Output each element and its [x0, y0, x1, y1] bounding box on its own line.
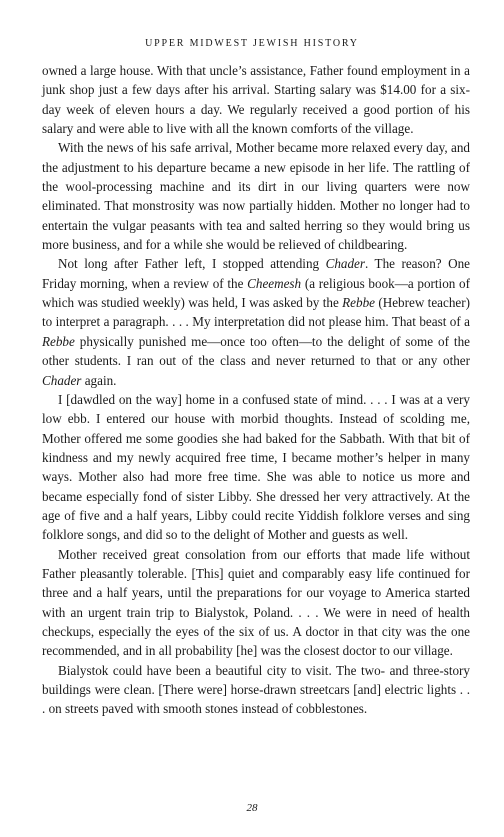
page-number: 28 [246, 802, 258, 814]
italic-term: Rebbe [342, 295, 375, 311]
italic-term: Cheemesh [247, 275, 302, 291]
paragraph-4 [42, 390, 470, 545]
paragraph-text: owned a large house. With that uncle’s assistance, Father found employment in a junk shop just a few days after his arrival. Starting salary was $14.00 for a six-day week of eleven hours a day. We regularly received a good portion of his salary and were able to live with all the known comforts of the village. [42, 63, 470, 137]
paragraph-2 [42, 138, 470, 254]
italic-term: Chader [325, 256, 366, 272]
paragraph-text: With the news of his safe arrival, Mother became more relaxed every day, and the adjustment to his departure became a new episode in her life. The rattling of the wool-processing machine and its dirt in our living quarters were now eliminated. That monstrosity was now partially hidden. Mother no longer had to entertain the vulgar peasants with tea and salted herring so they would bring us more business, and for a while she would be relieved of childbearing. [42, 140, 470, 253]
paragraph-5 [42, 545, 470, 661]
paragraph-text: again. [81, 372, 117, 388]
paragraph-text: Mother received great consolation from our efforts that made life without Father pleasantly tolerable. [This] quiet and comparably easy life continued for three and a half years, until the preparations for our voyage to America started with an urgent train trip to Bialystok, Poland. . . . We were in need of health checkups, especially the eyes of the six of us. A doctor in that city was the one recommended, and in all probability [he] was the closest doctor to our village. [42, 546, 470, 659]
paragraph-text: physically punished me—once too often—to the delight of some of the other students. I ran out of the class and never returned to that or any other [42, 333, 470, 369]
paragraph-text: . The reason? One Friday morning, when a review of the [42, 256, 470, 291]
italic-term: Chader [42, 372, 82, 388]
running-head: UPPER MIDWEST JEWISH HISTORY [145, 38, 359, 49]
paragraph-3 [42, 254, 470, 389]
paragraph-text: (a religious book—a portion of which was studied weekly) was held, I was asked by the [42, 275, 471, 311]
paragraph-6 [42, 661, 470, 719]
paragraph-text: I [dawdled on the way] home in a confused state of mind. . . . I was at a very low ebb. I entered our house with morbid thoughts. Instead of scolding me, Mother offered me some goodies she had baked for the Sabbath. With that bit of kindness and my newly acquired free time, I became mother’s helper in many ways. Mother also had more free time. She was able to notice us more and became especially fond of sister Libby. She dressed her very attractively. At the age of five and a half years, Libby could recite Yiddish folklore verses and sing folklore songs, and did so to the delight of Mother and guests as well. [42, 391, 470, 543]
body-text [42, 61, 470, 719]
paragraph-text: (Hebrew teacher) to interpret a paragraph. . . . My interpretation did not please him. That beast of a [42, 295, 470, 330]
paragraph-1 [42, 61, 470, 138]
paragraph-text: Not long after Father left, I stopped attending [58, 256, 326, 272]
paragraph-text: Bialystok could have been a beautiful city to visit. The two- and three-story buildings were clean. [There were] horse-drawn streetcars [and] electric lights . . . on streets paved with smooth stones instead of cobblestones. [42, 662, 470, 717]
italic-term: Rebbe [42, 333, 75, 349]
